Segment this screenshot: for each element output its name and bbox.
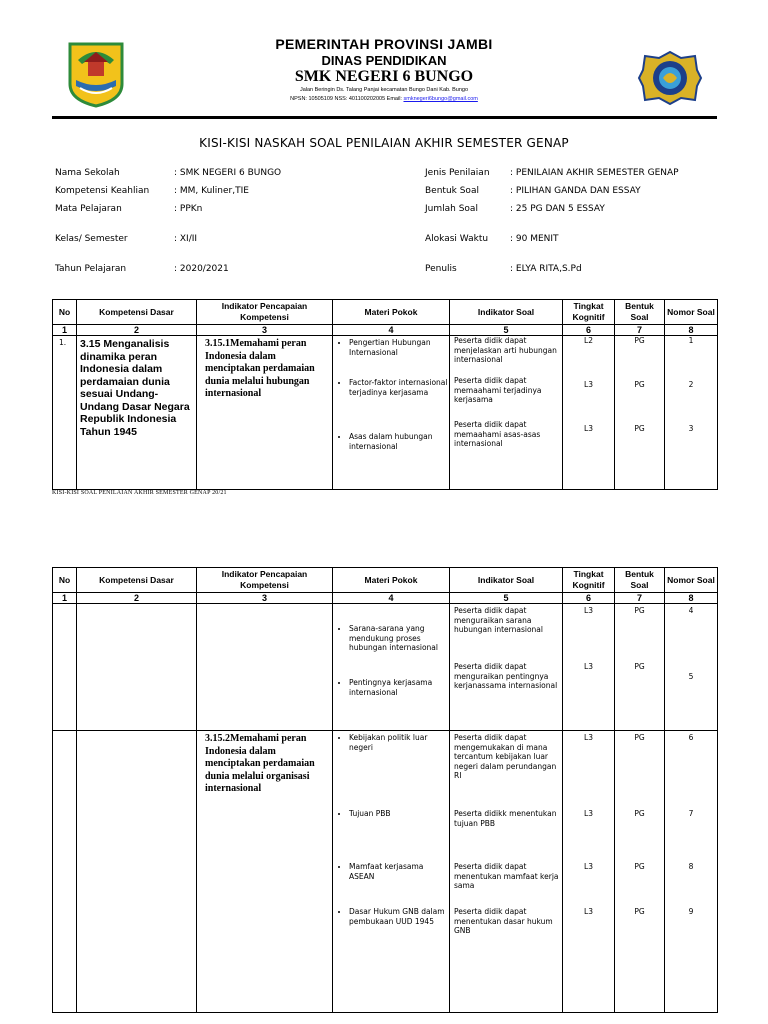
nomor-value: 3 <box>688 424 694 433</box>
page-footer: KISI-KISI SOAL PENILAIAN AKHIR SEMESTER GENAP 20/21 <box>52 490 227 496</box>
info-value-tahun: : 2020/2021 <box>174 264 229 274</box>
bentuk-cell <box>615 336 665 490</box>
nomor-value: 9 <box>688 907 694 916</box>
column-number-row <box>53 325 718 336</box>
col-header-nomor: Nomor Soal <box>665 568 718 593</box>
indikator-item: Peserta didik dapat menentukan mamfaat kerja sama <box>454 862 559 890</box>
table-row <box>53 604 718 731</box>
info-label-tahun: Tahun Pelajaran <box>55 264 127 274</box>
col-number: 7 <box>615 593 665 604</box>
nomor-value: 5 <box>688 672 694 681</box>
col-number: 3 <box>197 593 333 604</box>
tingkat-value: L2 <box>584 336 593 345</box>
materi-item: • Sarana-sarana yang mendukung proses hubungan internasional <box>349 624 449 678</box>
materi-item: • Dasar Hukum GNB dalam pembukaan UUD 1945 <box>349 907 449 926</box>
info-label-nama-sekolah: Nama Sekolah <box>55 168 120 178</box>
bentuk-value: PG <box>634 733 645 742</box>
tingkat-cell <box>563 336 615 490</box>
col-header-materi: Materi Pokok <box>333 568 450 593</box>
col-number: 6 <box>563 325 615 336</box>
col-header-tingkat: Tingkat Kognitif <box>563 568 615 593</box>
info-label-kompetensi: Kompetensi Keahlian <box>55 186 150 196</box>
bentuk-value: PG <box>634 380 645 389</box>
indikator-item: Peserta didik dapat menguraikan pentingnya kerjanassama internasional <box>454 662 558 690</box>
materi-item: • Tujuan PBB <box>349 809 449 862</box>
col-number: 5 <box>450 325 563 336</box>
info-value-mapel: : PPKn <box>174 204 203 214</box>
table-header-row <box>53 568 718 593</box>
materi-item: • Pengertian Hubungan Internasional <box>349 338 449 378</box>
info-label-jumlah: Jumlah Soal <box>425 204 478 214</box>
col-header-ipk: Indikator Pencapaian Kompetensi <box>197 568 333 593</box>
kompetensi-dasar: 3.15 Menganalisis dinamika peran Indonesia dalam perdamaian dunia sesuai Undang-Undang Dasar Negara Republik Indonesia Tahun 1945 <box>77 336 197 490</box>
tingkat-value: L3 <box>584 424 593 433</box>
nomor-value: 6 <box>688 733 694 742</box>
materi-item: • Factor-faktor internasional terjadinya kerjasama <box>349 378 449 432</box>
tingkat-cell <box>563 731 615 1013</box>
bentuk-value: PG <box>634 662 645 671</box>
tingkat-cell <box>563 604 615 731</box>
school-contact <box>0 96 768 102</box>
col-header-ipk: Indikator Pencapaian Kompetensi <box>197 300 333 325</box>
tingkat-value: L3 <box>584 662 593 671</box>
col-header-nomor: Nomor Soal <box>665 300 718 325</box>
nomor-cell <box>665 731 718 1013</box>
indikator-pencapaian <box>197 604 333 731</box>
bentuk-value: PG <box>634 907 645 916</box>
col-number: 6 <box>563 593 615 604</box>
info-value-kelas: : XI/II <box>174 234 198 244</box>
kisi-table-1 <box>52 299 718 490</box>
indikator-item: Peserta didik dapat menjelaskan arti hubungan internasional <box>454 336 557 364</box>
indikator-soal-cell <box>450 731 563 1013</box>
indikator-pencapaian: 3.15.1Memahami peran Indonesia dalam menciptakan perdamaian dunia melalui hubungan internasional <box>197 336 333 490</box>
indikator-soal-cell <box>450 604 563 731</box>
indikator-soal-cell <box>450 336 563 490</box>
col-number: 1 <box>53 325 77 336</box>
contact-numbers: NPSN: 10505109 NSS: 401100202005 Email: <box>290 96 404 102</box>
government-name: PEMERINTAH PROVINSI JAMBI <box>275 36 493 52</box>
bentuk-value: PG <box>634 336 645 345</box>
materi-pokok-cell <box>333 336 450 490</box>
col-number: 5 <box>450 593 563 604</box>
bentuk-value: PG <box>634 424 645 433</box>
col-header-bentuk: Bentuk Soal <box>615 300 665 325</box>
indikator-item: Peserta didik dapat memaahami terjadinya kerjasama <box>454 376 542 404</box>
col-header-kd: Kompetensi Dasar <box>77 568 197 593</box>
col-header-no: No <box>53 568 77 593</box>
indikator-item: Peserta didikk menentukan tujuan PBB <box>454 809 557 828</box>
indikator-item: Peserta didik dapat memaahami asas-asas internasional <box>454 420 541 448</box>
col-number: 7 <box>615 325 665 336</box>
row-number: 1. <box>53 336 77 490</box>
materi-item: • Mamfaat kerjasama ASEAN <box>349 862 449 907</box>
info-value-alokasi: : 90 MENIT <box>510 234 559 244</box>
school-name: SMK NEGERI 6 BUNGO <box>294 68 474 85</box>
info-label-mapel: Mata Pelajaran <box>55 204 122 214</box>
col-number: 8 <box>665 325 718 336</box>
nomor-value: 4 <box>688 606 694 615</box>
indikator-item: Peserta didik dapat mengemukakan di mana tercantum kebijakan luar negeri dalam perundangan RI <box>454 733 557 780</box>
nomor-cell <box>665 336 718 490</box>
nomor-value: 7 <box>688 809 694 818</box>
tingkat-value: L3 <box>584 907 593 916</box>
info-value-kompetensi: : MM, Kuliner,TIE <box>174 186 249 196</box>
bentuk-value: PG <box>634 606 645 615</box>
info-value-penulis: : ELYA RITA,S.Pd <box>510 264 582 274</box>
materi-item: • Pentingnya kerjasama internasional <box>349 678 449 697</box>
indikator-item: Peserta didik dapat menentukan dasar hukum GNB <box>454 907 553 935</box>
email-link[interactable]: smknegeri6bungo@gmail.com <box>403 96 478 102</box>
tingkat-value: L3 <box>584 380 593 389</box>
info-label-alokasi: Alokasi Waktu <box>425 234 489 244</box>
table-row <box>53 336 718 490</box>
info-value-nama-sekolah: : SMK NEGERI 6 BUNGO <box>174 168 282 178</box>
info-value-bentuk: : PILIHAN GANDA DAN ESSAY <box>510 186 641 196</box>
table-row <box>53 731 718 1013</box>
bentuk-value: PG <box>634 862 645 871</box>
row-number <box>53 604 77 731</box>
info-label-jenis: Jenis Penilaian <box>425 168 490 178</box>
col-header-indikator: Indikator Soal <box>450 568 563 593</box>
info-value-jenis: : PENILAIAN AKHIR SEMESTER GENAP <box>510 168 679 178</box>
indikator-pencapaian: 3.15.2Memahami peran Indonesia dalam menciptakan perdamaian dunia melalui organisasi internasional <box>197 731 333 1013</box>
col-header-indikator: Indikator Soal <box>450 300 563 325</box>
col-number: 4 <box>333 593 450 604</box>
col-number: 8 <box>665 593 718 604</box>
col-header-kd: Kompetensi Dasar <box>77 300 197 325</box>
bentuk-value: PG <box>634 809 645 818</box>
document-title: KISI-KISI NASKAH SOAL PENILAIAN AKHIR SEMESTER GENAP <box>199 136 569 150</box>
bentuk-cell <box>615 604 665 731</box>
tingkat-value: L3 <box>584 809 593 818</box>
kompetensi-dasar <box>77 731 197 1013</box>
school-address: Jalan Beringin Ds. Talang Panjai kecamatan Bungo Dani Kab. Bungo <box>299 87 469 93</box>
materi-pokok-cell <box>333 604 450 731</box>
indikator-item: Peserta didik dapat menguraikan sarana hubungan internasional <box>454 606 543 634</box>
materi-item: • Asas dalam hubungan internasional <box>349 432 449 451</box>
table-header-row <box>53 300 718 325</box>
agency-name: DINAS PENDIDIKAN <box>321 53 447 68</box>
col-header-bentuk: Bentuk Soal <box>615 568 665 593</box>
tingkat-value: L3 <box>584 733 593 742</box>
col-number: 2 <box>77 593 197 604</box>
nomor-cell <box>665 604 718 731</box>
info-label-bentuk: Bentuk Soal <box>425 186 479 196</box>
col-header-no: No <box>53 300 77 325</box>
col-number: 4 <box>333 325 450 336</box>
col-number: 1 <box>53 593 77 604</box>
nomor-value: 1 <box>688 336 694 345</box>
materi-pokok-cell <box>333 731 450 1013</box>
nomor-value: 2 <box>688 380 694 389</box>
header-divider <box>52 116 717 119</box>
info-label-kelas: Kelas/ Semester <box>55 234 128 244</box>
column-number-row <box>53 593 718 604</box>
info-label-penulis: Penulis <box>425 264 457 274</box>
tingkat-value: L3 <box>584 862 593 871</box>
col-number: 2 <box>77 325 197 336</box>
row-number <box>53 731 77 1013</box>
tingkat-value: L3 <box>584 606 593 615</box>
col-header-materi: Materi Pokok <box>333 300 450 325</box>
materi-item: • Kebijakan politik luar negeri <box>349 733 449 809</box>
kompetensi-dasar <box>77 604 197 731</box>
col-number: 3 <box>197 325 333 336</box>
bentuk-cell <box>615 731 665 1013</box>
kisi-table-2 <box>52 567 718 1013</box>
nomor-value: 8 <box>688 862 694 871</box>
info-value-jumlah: : 25 PG DAN 5 ESSAY <box>510 204 605 214</box>
col-header-tingkat: Tingkat Kognitif <box>563 300 615 325</box>
